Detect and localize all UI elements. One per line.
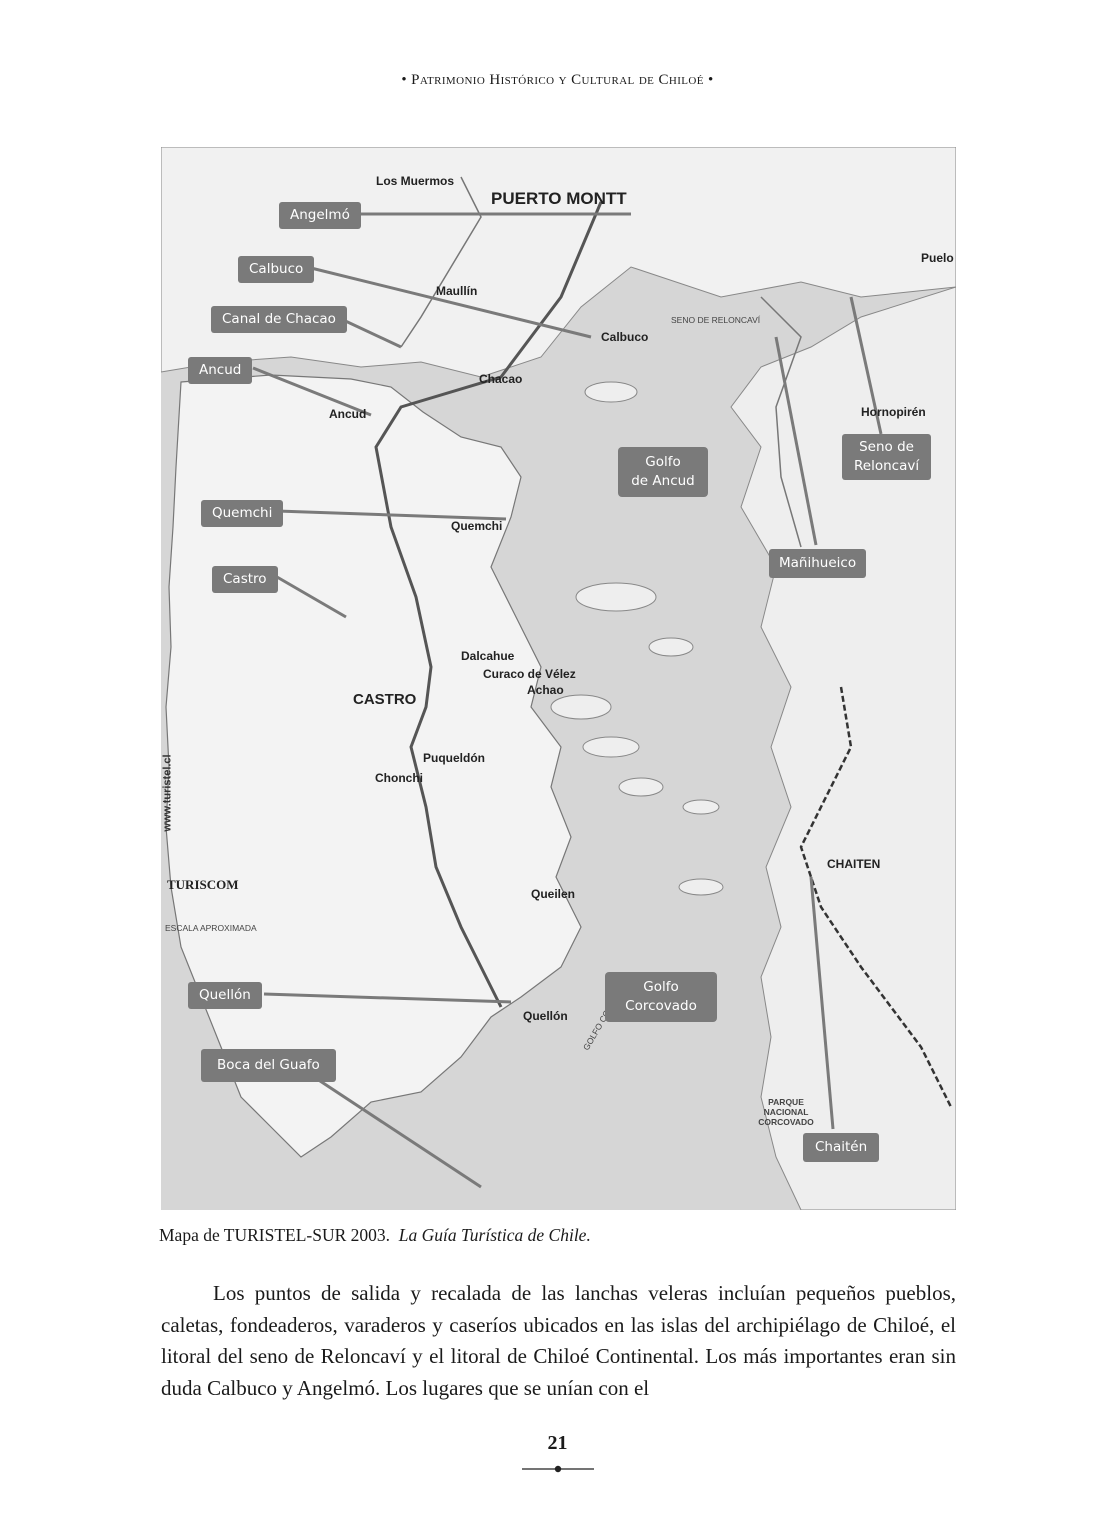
map-label-quemchi-town: Quemchi: [451, 519, 503, 533]
callout-seno-reloncavi: Seno de Reloncaví: [842, 434, 931, 480]
caption-prefix: Mapa de TURISTEL-SUR 2003.: [159, 1225, 391, 1245]
running-header: • Patrimonio Histórico y Cultural de Chiloé •: [401, 72, 714, 88]
map-label-puqueldon: Puqueldón: [423, 751, 485, 765]
map-label-quellon-town: Quellón: [523, 1009, 568, 1023]
map-label-chaiten-town: CHAITEN: [827, 857, 881, 871]
callout-angelmo: Angelmó: [279, 202, 361, 229]
map-label-ancud-town: Ancud: [329, 407, 367, 421]
map-label-los-muermos: Los Muermos: [376, 174, 455, 188]
figure-caption: [159, 1225, 591, 1246]
callout-ancud: Ancud: [188, 357, 252, 384]
water-label-golfo-ancud: Golfo de Ancud: [618, 447, 708, 497]
map-label-queilen: Queilen: [531, 887, 576, 901]
map-label-chacao: Chacao: [479, 372, 523, 386]
page-number: 21: [547, 1432, 568, 1454]
callout-castro: Castro: [212, 566, 278, 593]
callout-quellon: Quellón: [188, 982, 262, 1009]
map-label-golfo-corcovado-print: GOLFO: [581, 1021, 605, 1052]
map-label-dalcahue: Dalcahue: [461, 649, 515, 663]
map-label-achao: Achao: [527, 683, 564, 697]
callout-chaiten: Chaitén: [803, 1133, 879, 1162]
map-figure: [161, 147, 956, 1210]
map-label-curaco: Curaco de Vélez: [483, 667, 576, 681]
caption-title: La Guía Turística de Chile.: [398, 1225, 591, 1245]
callout-manihueico: Mañihueico: [769, 549, 866, 578]
map-label-maullin: Maullín: [436, 284, 478, 298]
map-label-escala: ESCALA APROXIMADA: [165, 923, 257, 933]
map-label-puerto-montt: PUERTO MONTT: [491, 189, 627, 208]
map-label-calbuco-town: Calbuco: [601, 330, 649, 344]
callout-quemchi: Quemchi: [201, 500, 283, 527]
callout-boca-guafo: Boca del Guafo: [201, 1049, 336, 1082]
map-label-parque-corcovado: PARQUE NACIONAL CORCOVADO: [758, 1097, 814, 1127]
map-label-puelo: Puelo: [921, 251, 954, 265]
body-paragraph: Los puntos de salida y recalada de las lanchas veleras incluían pequeños pueblos, caletas, fondeaderos, varaderos y caseríos ubicados en las islas del archipiélago de Chiloé, el litoral del seno de Reloncaví y el litoral de Chiloé Continental. Los más importantes eran sin duda Calbuco y Angelmó. Los lugares que se unían con el: [161, 1281, 956, 1400]
map-label-castro-town: CASTRO: [353, 691, 417, 708]
map-label-hornopiren: Hornopirén: [861, 405, 926, 419]
water-label-golfo-corcovado: Golfo Corcovado: [605, 972, 717, 1022]
map-label-chonchi: Chonchi: [375, 771, 423, 785]
callout-calbuco: Calbuco: [238, 256, 314, 283]
callout-canal-chacao: Canal de Chacao: [211, 306, 347, 333]
page-ornament: [522, 1464, 594, 1474]
map-label-web: www.turistel.cl: [161, 754, 174, 832]
map-label-turiscom: TURISCOM: [167, 877, 239, 892]
map-label-seno-reloncavi-print: SENO DE RELONCAVÍ: [671, 315, 761, 325]
